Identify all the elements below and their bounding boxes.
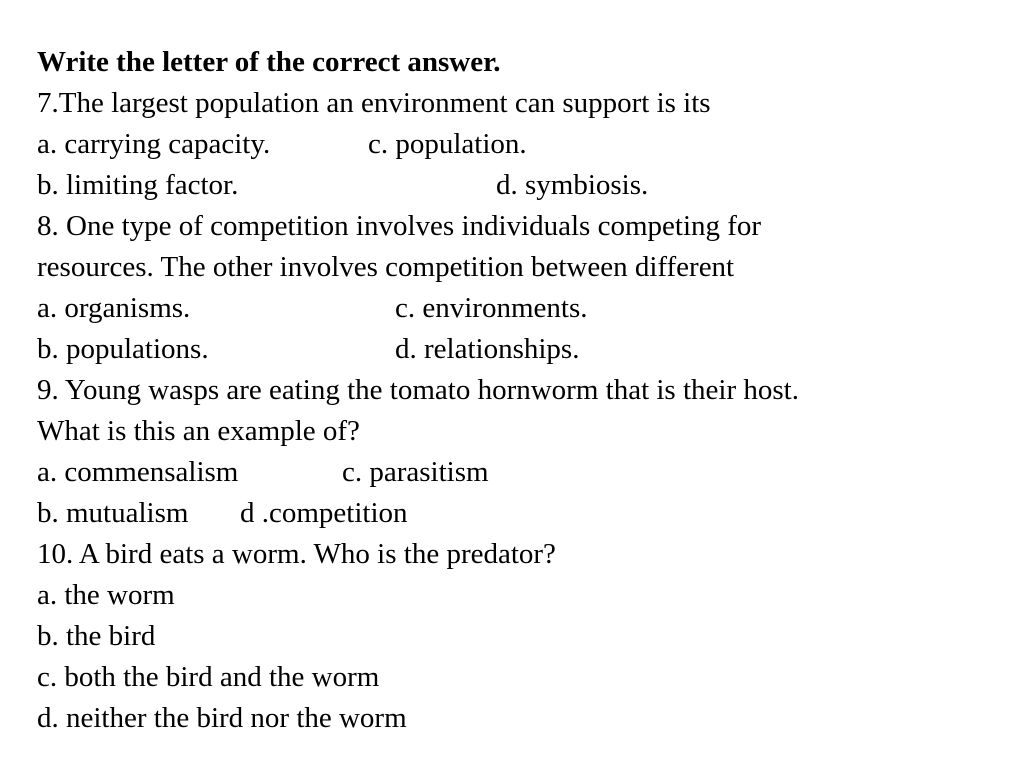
question-8-stem-line-1: 8. One type of competition involves individuals competing for — [37, 210, 762, 242]
question-9-option-c: c. parasitism — [342, 456, 489, 488]
question-9-stem-line-2: What is this an example of? — [37, 415, 360, 447]
question-7-options-row-1 — [37, 124, 997, 165]
question-9-option-d: d .competition — [240, 497, 408, 529]
question-7-option-a: a. carrying capacity. — [37, 128, 271, 160]
question-10-option-a: a. the worm — [37, 579, 175, 611]
question-7-option-d: d. symbiosis. — [496, 169, 649, 201]
question-8-option-b: b. populations. — [37, 333, 209, 365]
question-9-option-a: a. commensalism — [37, 456, 239, 488]
question-8-options-row-2 — [37, 329, 997, 370]
question-8-option-c: c. environments. — [395, 292, 588, 324]
question-10-option-d: d. neither the bird nor the worm — [37, 702, 407, 734]
question-7-option-b: b. limiting factor. — [37, 169, 239, 201]
question-8-options-row-1 — [37, 288, 997, 329]
question-9-option-b: b. mutualism — [37, 497, 189, 529]
question-10-option-b: b. the bird — [37, 620, 156, 652]
question-7-stem: 7.The largest population an environment can support is its — [37, 87, 711, 119]
question-9-stem-line-1: 9. Young wasps are eating the tomato hornworm that is their host. — [37, 374, 799, 406]
question-9-options-row-2 — [37, 493, 997, 534]
question-10-option-c: c. both the bird and the worm — [37, 661, 380, 693]
quiz-slide — [37, 42, 997, 739]
question-8-stem-line-2: resources. The other involves competition between different — [37, 251, 735, 283]
question-8-option-a: a. organisms. — [37, 292, 191, 324]
question-7-option-c: c. population. — [368, 128, 527, 160]
question-10-stem: 10. A bird eats a worm. Who is the predator? — [37, 538, 556, 570]
question-8-option-d: d. relationships. — [395, 333, 580, 365]
instructions-heading: Write the letter of the correct answer. — [37, 46, 501, 78]
question-7-options-row-2 — [37, 165, 997, 206]
question-9-options-row-1 — [37, 452, 997, 493]
